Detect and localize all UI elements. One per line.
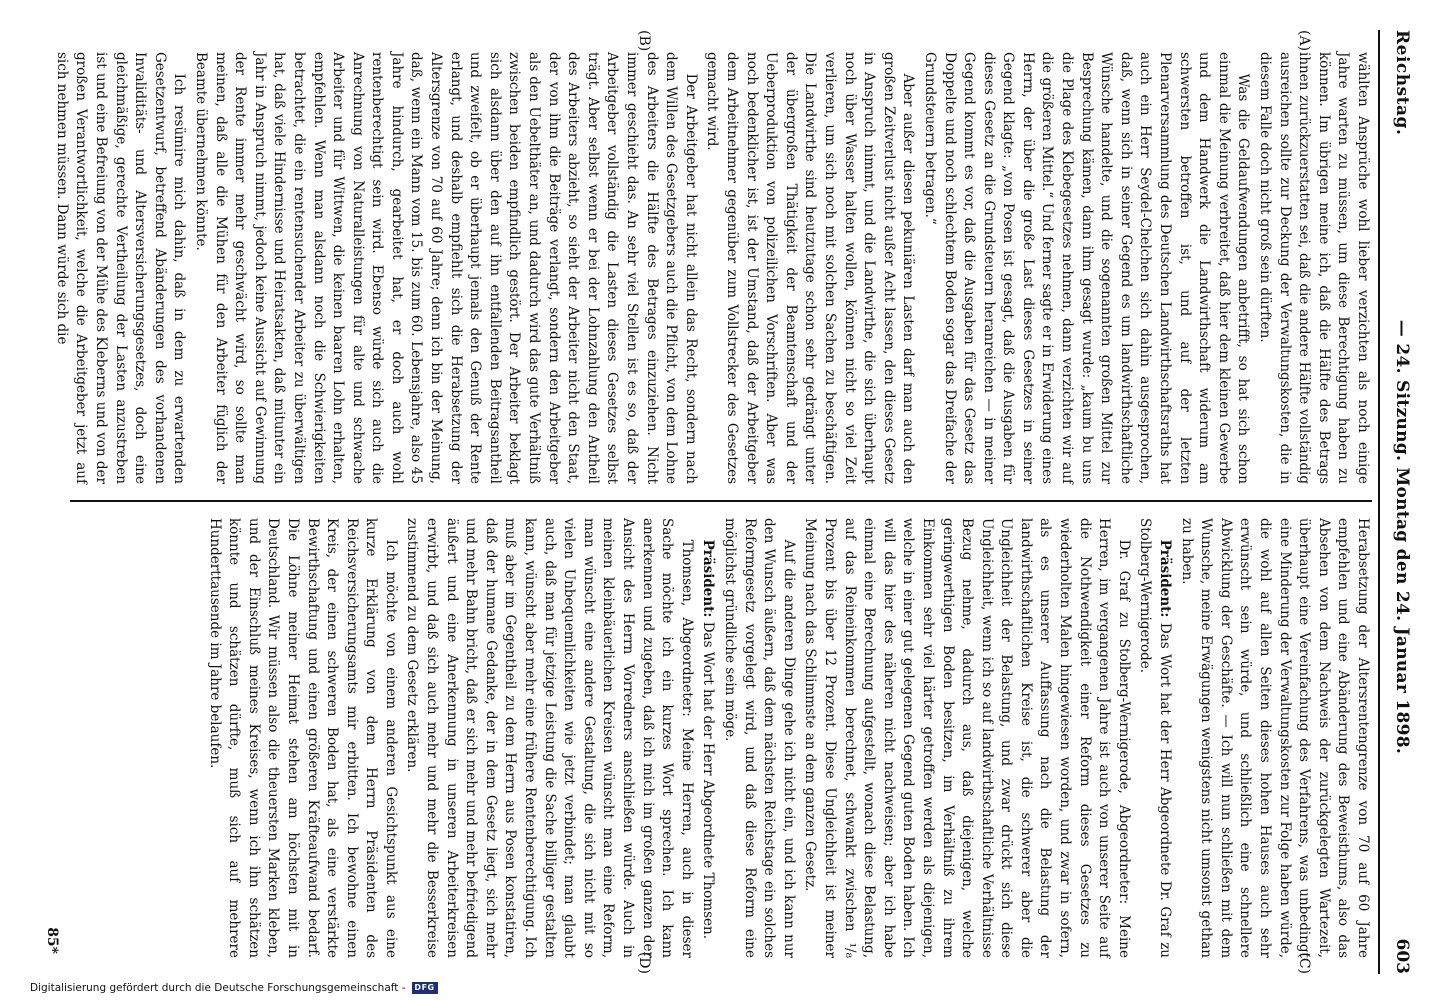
paragraph: Ich möchte von einem anderen Gesichtspunkt aus eine kurze Erklärung von dem Herrn Präsidenten des Reichsversicherungsamts mir erbitten. Ich bewohne einen Kreis, der einen schweren Boden hat, als eine verstärkte Bewirthschaftung und einen größeren Kräfteaufwand bedarf. Die Löhne meiner Heimat stehen am höchsten mit in Deutschland. Wir müssen also die theuersten Marken kleben, und der Einschluß meines Kreises, wenn ich ihn schätzen könnte und schätzen dürfte, muß sich auf mehrere Hunderttausende im Jahre belaufen.: [206, 518, 399, 958]
paragraph: Thomsen, Abgeordneter: Meine Herren, auch in dieser Sache möchte ich ein kurzes Wort sprechen. Ich kann anerkennen und zugeben, daß ich mich im großen ganzen der Ansicht des Herrn Vorredners anschließen würde. Auch in meinen kleinbäuerlichen Kreisen wünscht man eine Reform, man wünscht eine andere Gestaltung, die sich nicht mit so vielen Unbequemlichkeiten wie jetzt verbindet; man glaubt auch, daß man für jetzige Leistung die Sache billiger gestalten kann, wünscht aber mehr eine frühere Rentenberechtigung. Ich muß aber im Gegentheil zu dem Herrn aus Posen konstatiren, daß der humane Gedanke, der in dem Gesetz liegt, sich mehr und mehr Bahn bricht, daß er sich mehr und mehr befriedigend äußert und eine Anerkennung in unseren Arbeiterkreisen erwirbt, und daß sich auch mehr und mehr die Besserkreise zustimmend zu dem Gesetz erklären.: [404, 518, 695, 958]
margin-marker-b: (B): [636, 30, 652, 52]
margin-marker-d: (D): [636, 951, 652, 974]
margin-marker-c: (C): [1296, 952, 1312, 974]
dfg-logo-icon: DFG: [412, 982, 438, 994]
left-column: [53, 30, 1372, 502]
paragraph: Aber außer diesen pekuniären Lasten darf man auch den großen Zeitverlust nicht außer Acht lassen, den dieses Gesetz in Anspruch nimmt, und die Landwirthe, die sich überhaupt noch über Wasser halten wollen, können nicht so viel Zeit verlieren, um sich noch mit solchen Sachen zu beschäftigen. Die Landwirthe sind heutzutage schon sehr gedrängt unter der übergroßen Thätigkeit der Beamtenschaft und der Ueberproduktion von polizeilichen Vorschriften. Aber was noch bedenklicher ist, ist der Umstand, daß der Arbeitgeber dem Arbeitnehmer gegenüber zum Vollstrecker des Gesetzes gemacht wird.: [704, 52, 917, 484]
paragraph: Ich resümire mich dahin, daß in dem zu erwartenden Gesetzentwurf, betreffend Abänderungen des vorhandenen Invaliditäts- und Altersversicherungsgesetzes, doch eine gleichmäßige, gerechte Vertheilung der Lasten anzustreben ist und eine Befreiung von der Mühe des Kleberns und von der großen Verantwortlichkeit, welche die Arbeitgeber jetzt auf sich nehmen müssen. Dann würde sich die: [53, 52, 188, 484]
page-number: 603: [1392, 938, 1412, 974]
speaker-label: Präsident:: [700, 539, 717, 618]
paragraph-text: Das Wort hat der Herr Abgeordnete Thomsen.: [700, 617, 717, 940]
paragraph: Der Arbeitgeber hat nicht allein das Recht, sondern nach dem Willen des Gesetzgebers auch die Pflicht, von dem Lohne des Arbeiters die Hälfte des Betrages einzuziehen. Nicht immer geschieht das. An sehr viel Stellen ist es so, daß der Arbeitgeber vollständig die Lasten dieses Gesetzes selbst trägt. Aber selbst wenn er bei der Lohnzahlung den Antheil des Arbeiters abzieht, so sieht der Arbeiter nicht den Staat, der von ihm die Beiträge verlangt, sondern den Arbeitgeber als den Uebelthäter an, und dadurch wird das gute Verhältniß zwischen beiden empfindlich gestört. Der Arbeiter beklagt sich alsdann über den auf ihn entfallenden Beitragsantheil und zweifelt, ob er überhaupt jemals den Genuß der Rente erlangt, und deshalb empfiehlt sich die Herabsetzung der Altersgrenze von 70 auf 60 Jahre; denn ich bin der Meinung, daß, wenn ein Mann vom 15. bis zum 60. Lebensjahre, also 45 Jahre hindurch, gearbeitet hat, er doch auch wohl rentenberechtigt sein wird. Ebenso würde sich auch die Anrechnung von Naturalleistungen für alte und schwache Arbeiter und für Wittwen, die keinen baaren Lohn erhalten, empfehlen. Wenn man alsdann noch die Schwierigkeiten betrachtet, die ein rentensuchender Arbeiter zu überwältigen hat, daß viele Hindernisse und Heiratsakten, daß mitunter ein Jahr in Anspruch nimmt, jedoch keine Aussicht auf Gewinnung der Rente immer mehr geschwächt wird, so sollte man meinen, daß alle die Mühen für den Arbeiter füglich der Beamte übernehmen könnte.: [192, 52, 699, 484]
header-session: — 24. Sitzung. Montag den 24. Januar 1898.: [1392, 319, 1412, 755]
paragraph: Auf die anderen Dinge gehe ich nicht ein, und ich kann nur den Wunsch äußern, daß dem nächsten Reichstage ein solches Reformgesetz vorgelegt wird, und daß diese Reform eine möglichst gründliche sein möge.: [722, 518, 797, 958]
paragraph: Was die Geldaufwendungen anbetrifft, so hat sich schon einmal die Meinung verbreitet, daß hier dem kleinen Gewerbe und dem Handwerk die Landwirthschaft widerum am schwersten betroffen ist, und auf der letzten Plenarversammlung des Deutschen Landwirthschaftsraths hat auch ein Herr Seydel-Chelchen sich dahin ausgesprochen, daß, wenn sich in seiner Gegend es um landwirthschaftliche Wünsche handelte, und die sogenannten großen Mittel zur Besprechung kämen, dann ihm gesagt wurde: „kaum bu uns die Plage des Klebegesetzes nehmen, dann verzichten wir auf die größeren Mittel.“ Und ferner sagte er in Erwiderung eines Herrn, der über die große Last dieses Gesetzes in seiner Gegend klagte: „von Posen ist gesagt, daß die Ausgaben für dieses Gesetz an die Grundsteuern heranreichen — in meiner Gegend kommt es vor, daß die Ausgaben für das Gesetz das Doppelte und noch schlechtem Boden sogar das Dreifache der Grundsteuern betragen.“: [921, 52, 1252, 484]
paragraph: [1135, 518, 1174, 958]
paragraph-text: Das Wort hat der Herr Abgeordnete Dr. Graf zu Stolberg-Wernigerode.: [1137, 518, 1174, 958]
right-column: [70, 502, 1372, 974]
paragraph: Dr. Graf zu Stolberg-Wernigerode, Abgeordneter: Meine Herren, im vergangenen Jahre ist auch von unserer Seite auf die Nothwendigkeit einer Reform dieses Gesetzes zu wiederholten Malen hingewiesen worden, und zwar in sofern, als es unserer Auffassung nach die Belastung der landwirthschaftlichen Kreise ist, die schwerer aber die Ungleichheit der Belastung, und zwar drückt sich diese Ungleichheit, wenn ich so auf landwirthschaftliche Verhältnisse Bezug nehme, dadurch aus, daß diejenigen, welche geringwerthigen Boden besitzen, im Verhältniß zu ihrem Einkommen sehr viel härter getroffen werden als diejenigen, welche in einer gut gelegenen Gegend guten Boden haben. Ich will das hier des näheren nicht nachweisen; aber ich habe einmal eine Berechnung aufgestellt, wonach diese Belastung, auf das Reineinkommen berechnet, schwankt zwischen ¹/₈ Prozent bis über 12 Prozent. Diese Ungleichheit ist meiner Meinung nach das Schlimmste an dem ganzen Gesetz.: [802, 518, 1132, 958]
speaker-label: Präsident:: [1157, 539, 1174, 618]
text-columns: [53, 30, 1372, 974]
signature-mark: 85*: [44, 927, 60, 954]
paragraph: wählten Ansprüche wohl lieber verzichten als noch einige Jahre warten zu müssen, um diese Berechtigung haben zu können. Im übrigen meine ich, daß die Hälfte des Betrags ihnen zurückzuerstatten sei, daß die andere Hälfte vollständig ausreichen sollte zur Deckung der Verwaltungskosten, die in diesem Falle doch nicht groß sein dürften.: [1257, 52, 1371, 484]
page-header: [1378, 30, 1412, 974]
credit-text: Digitalisierung gefördert durch die Deutsche Forschungsgemeinschaft -: [30, 982, 406, 994]
paragraph: [698, 518, 718, 958]
header-title: Reichstag.: [1392, 30, 1412, 136]
paragraph: Herabsetzung der Altersrentengrenze von 70 auf 60 Jahre empfehlen und eine Abänderung des Beweisthums, also das Absehen von dem Nachweis der zurückgelegten Wartezeit, überhaupt eine Vereinfachung des Verfahrens, was unbedingt eine Minderung der Verwaltungskosten zur Folge haben würde, die wohl auf allen Seiten dieses hohen Hauses auch sehr erwünscht sein würde, und schließlich eine schnellere Abwicklung der Geschäfte. — Ich will nun schließen mit dem Wunsche, meine Erwägungen wenigstens nicht umsonst gethan zu haben.: [1178, 518, 1371, 958]
margin-marker-a: (A): [1296, 30, 1312, 52]
digitization-credit: [30, 982, 438, 994]
